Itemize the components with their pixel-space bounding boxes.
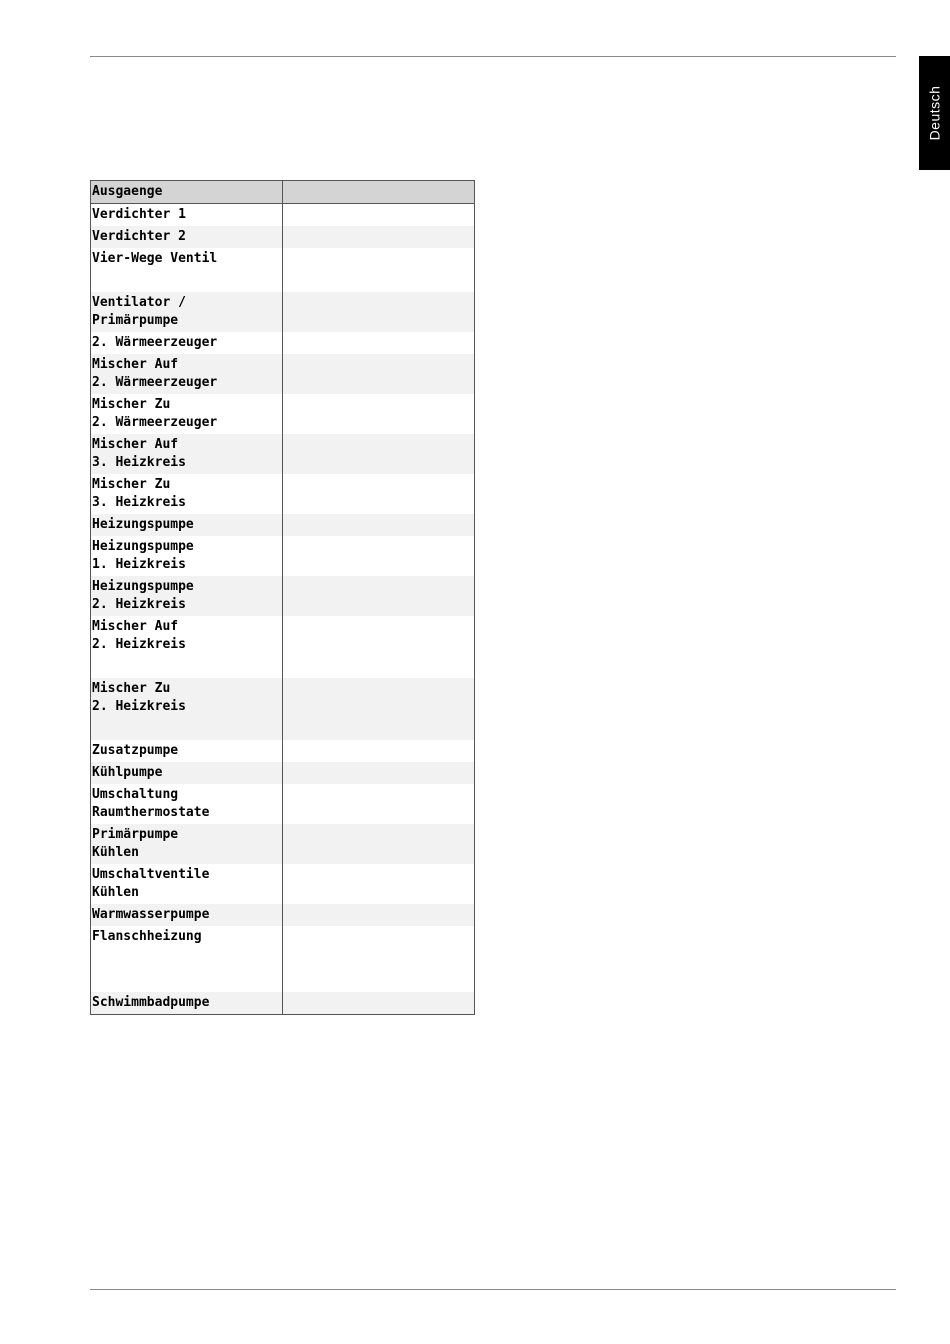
table-row-value: [283, 204, 474, 226]
table-row-label: Mischer Zu 3. Heizkreis: [91, 474, 283, 514]
table-row-label: Mischer Zu 2. Heizkreis: [91, 678, 283, 740]
table-row: [91, 226, 474, 248]
table-row: [91, 678, 474, 740]
table-row: [91, 354, 474, 394]
table-row-label: Ventilator / Primärpumpe: [91, 292, 283, 332]
table-row: [91, 332, 474, 354]
table-row: [91, 394, 474, 434]
table-row-label: Verdichter 2: [91, 226, 283, 248]
language-tab-label: Deutsch: [926, 85, 943, 141]
table-row-label: Heizungspumpe: [91, 514, 283, 536]
table-row: [91, 204, 474, 226]
table-row-label: 2. Wärmeerzeuger: [91, 332, 283, 354]
table-row-value: [283, 332, 474, 354]
table-row: [91, 536, 474, 576]
table-row-value: [283, 678, 474, 740]
table-row-value: [283, 926, 474, 992]
table-row-label: Umschaltventile Kühlen: [91, 864, 283, 904]
table-row-value: [283, 474, 474, 514]
table-row-value: [283, 248, 474, 292]
table-row: [91, 292, 474, 332]
header-rule: [90, 56, 896, 57]
table-row-label: Kühlpumpe: [91, 762, 283, 784]
table-row: [91, 616, 474, 678]
table-row-value: [283, 784, 474, 824]
table-row-label: Schwimmbadpumpe: [91, 992, 283, 1014]
table-row: [91, 904, 474, 926]
language-tab: [919, 56, 950, 170]
table-row: [91, 474, 474, 514]
table-row: [91, 926, 474, 992]
table-row-label: Mischer Auf 2. Heizkreis: [91, 616, 283, 678]
table-row-value: [283, 762, 474, 784]
table-row-value: [283, 992, 474, 1014]
table-row-value: [283, 292, 474, 332]
table-row-label: Heizungspumpe 2. Heizkreis: [91, 576, 283, 616]
table-row-label: Flanschheizung: [91, 926, 283, 992]
outputs-table: [90, 180, 475, 1015]
table-row-label: Warmwasserpumpe: [91, 904, 283, 926]
table-row: [91, 576, 474, 616]
table-row-value: [283, 740, 474, 762]
table-row-value: [283, 904, 474, 926]
table-row-label: Mischer Zu 2. Wärmeerzeuger: [91, 394, 283, 434]
table-row-value: [283, 864, 474, 904]
table-row-value: [283, 616, 474, 678]
table-row-label: Umschaltung Raumthermostate: [91, 784, 283, 824]
table-row: [91, 864, 474, 904]
table-row-value: [283, 576, 474, 616]
table-row: [91, 784, 474, 824]
table-row-value: [283, 354, 474, 394]
table-row-label: Heizungspumpe 1. Heizkreis: [91, 536, 283, 576]
table-row: [91, 762, 474, 784]
table-row-value: [283, 824, 474, 864]
table-row: [91, 248, 474, 292]
table-row: [91, 824, 474, 864]
table-header-value: [283, 181, 474, 203]
table-row-label: Primärpumpe Kühlen: [91, 824, 283, 864]
table-header-row: [91, 181, 474, 204]
table-row-value: [283, 434, 474, 474]
table-row: [91, 992, 474, 1014]
table-row-value: [283, 394, 474, 434]
table-row-label: Zusatzpumpe: [91, 740, 283, 762]
table-header-label: Ausgaenge: [91, 181, 283, 203]
table-row-label: Vier-Wege Ventil: [91, 248, 283, 292]
table-row: [91, 434, 474, 474]
table-row-value: [283, 226, 474, 248]
table-row-label: Mischer Auf 3. Heizkreis: [91, 434, 283, 474]
table-row-value: [283, 536, 474, 576]
table-row: [91, 740, 474, 762]
table-row-value: [283, 514, 474, 536]
footer-rule: [90, 1289, 896, 1290]
table-row: [91, 514, 474, 536]
table-row-label: Mischer Auf 2. Wärmeerzeuger: [91, 354, 283, 394]
table-row-label: Verdichter 1: [91, 204, 283, 226]
